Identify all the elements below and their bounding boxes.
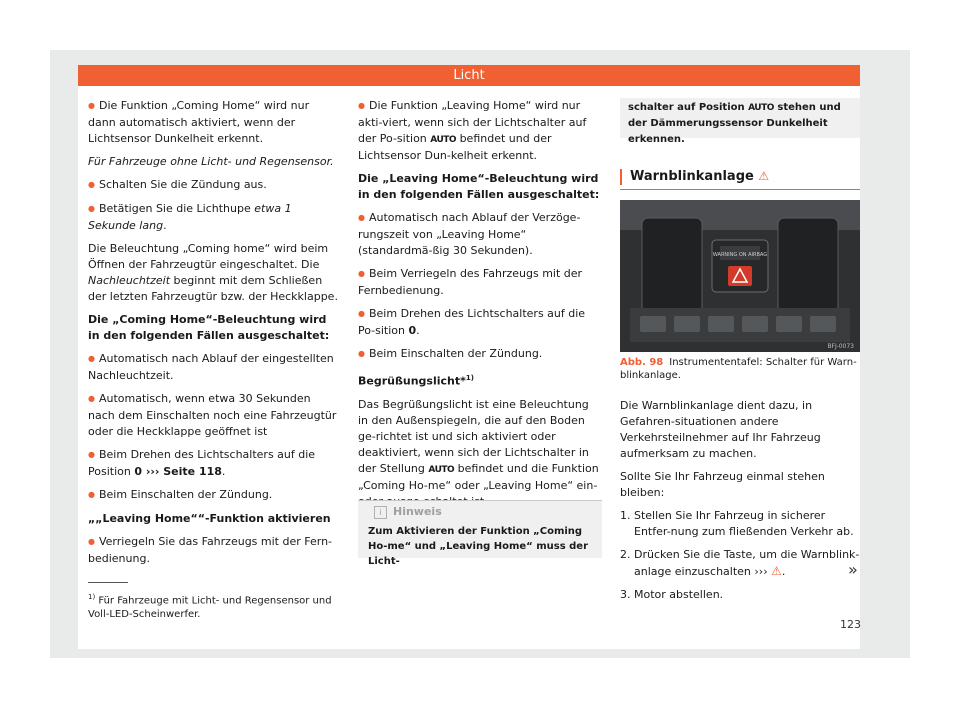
photo-code: BFJ-0073	[827, 343, 854, 350]
subheading: „„Leaving Home““-Funktion aktivieren	[88, 512, 331, 525]
figure-number: Abb. 98	[620, 357, 664, 368]
page-reference-link[interactable]: ››› Seite 118	[141, 465, 222, 478]
list-item: 3. Motor abstellen.	[620, 588, 724, 601]
list-item: ● Beim Einschalten der Zündung.	[88, 487, 338, 504]
list-item: ● Automatisch nach Ablauf der eingestellten Nachleuchtzeit.	[88, 351, 338, 384]
paragraph: ● Die Funktion „Coming Home“ wird nur dann automatisch aktiviert, wenn der Lichtsensor Dunkelheit erkennt.	[88, 98, 338, 147]
paragraph: Die Warnblinkanlage dient dazu, in Gefahren-situationen andere Verkehrsteilnehmer auf Ihr Fahrzeug aufmerksam zu machen.	[620, 399, 821, 460]
paragraph: Die Beleuchtung „Coming home“ wird beim Öffnen der Fahrzeugtür eingeschaltet. Die Nachleuchtzeit beginnt mit dem Schließen der letzten Fahrzeugtür bzw. der Heckklappe.	[88, 242, 338, 303]
list-item: ● Die Funktion „Leaving Home“ wird nur akti-viert, wenn sich der Lichtschalter auf der Po-sition AUTO befindet und der Lichtsensor Dun-kelheit erkennt.	[358, 98, 602, 164]
footnote: $^{1)}$ Für Fahrzeuge mit Licht- und Regensensor und Voll-LED-Scheinwerfer.	[88, 593, 332, 621]
continue-mark: »	[848, 560, 858, 579]
note-body: Zum Aktivieren der Funktion „Coming Ho-me“ und „Leaving Home“ muss der Licht-	[358, 522, 602, 558]
note-continued: schalter auf Position AUTO stehen und der Dämmerungssensor Dunkelheit erkennen.	[620, 98, 860, 138]
page-number: 123	[840, 618, 861, 631]
paragraph: Für Fahrzeuge ohne Licht- und Regensensor.	[88, 155, 334, 168]
subheading: Begrüßungslicht*$^{1)}$	[358, 374, 474, 388]
figure-caption: Abb. 98 Instrumententafel: Schalter für Warn-blinkanlage.	[620, 357, 857, 381]
list-item: ● Betätigen Sie die Lichthupe etwa 1 Sekunde lang.	[88, 201, 338, 234]
list-item: 2. Drücken Sie die Taste, um die Warnblink-anlage einzuschalten ››› ⚠.	[620, 548, 860, 578]
subheading: Die „Leaving Home“-Beleuchtung wird in den folgenden Fällen ausgeschaltet:	[358, 172, 600, 201]
list-item: ● Schalten Sie die Zündung aus.	[88, 177, 338, 194]
warning-triangle-icon: ⚠	[758, 169, 770, 183]
info-icon: i	[374, 506, 387, 519]
list-item: ● Beim Drehen des Lichtschalters auf die Position 0 ››› Seite 118.	[88, 447, 338, 480]
airbag-label: WARNING ON AIRBAG	[712, 252, 768, 258]
chapter-header: Licht	[78, 65, 860, 86]
column-3-text	[620, 398, 860, 610]
note-header	[358, 500, 602, 523]
subheading: Die „Coming Home“-Beleuchtung wird in den folgenden Fällen ausgeschaltet:	[88, 313, 330, 342]
list-item: ● Automatisch, wenn etwa 30 Sekunden nach dem Einschalten noch eine Fahrzeugtür oder die Heckklappe geöffnet ist	[88, 391, 338, 440]
note-title: Hinweis	[393, 505, 442, 518]
list-item: ● Verriegeln Sie das Fahrzeugs mit der Fern-bedienung.	[88, 534, 338, 567]
column-2	[358, 98, 602, 517]
dashboard-illustration	[620, 200, 860, 352]
list-item: ● Beim Einschalten der Zündung.	[358, 346, 602, 363]
warning-triangle-icon[interactable]: ⚠	[771, 564, 782, 578]
list-item: ● Automatisch nach Ablauf der Verzöge-rungszeit von „Leaving Home“ (standardmä-ßig 30 Sekunden).	[358, 210, 602, 259]
section-title: Warnblinkanlage ⚠	[620, 165, 860, 190]
title-bar	[620, 169, 622, 185]
dashboard-photo	[620, 200, 860, 352]
list-item: ● Beim Drehen des Lichtschalters auf die Po-sition 0.	[358, 306, 602, 339]
paragraph: Das Begrüßungslicht ist eine Beleuchtung in den Außenspiegeln, die auf den Boden ge-richtet ist und sich aktiviert oder deaktiviert, wenn sich der Lichtschalter in der Stellung AUTO befindet und die Funktion „Coming Ho-me“ oder „Leaving Home“ ein-	[358, 397, 599, 492]
footnote-divider	[88, 582, 128, 583]
paragraph: Sollte Sie Ihr Fahrzeug einmal stehen bleiben:	[620, 470, 825, 499]
column-1	[88, 98, 338, 574]
list-item: 1. Stellen Sie Ihr Fahrzeug in sicherer Entfer-nung zum fließenden Verkehr ab.	[620, 509, 854, 538]
list-item: ● Beim Verriegeln des Fahrzeugs mit der Fernbedienung.	[358, 266, 602, 299]
